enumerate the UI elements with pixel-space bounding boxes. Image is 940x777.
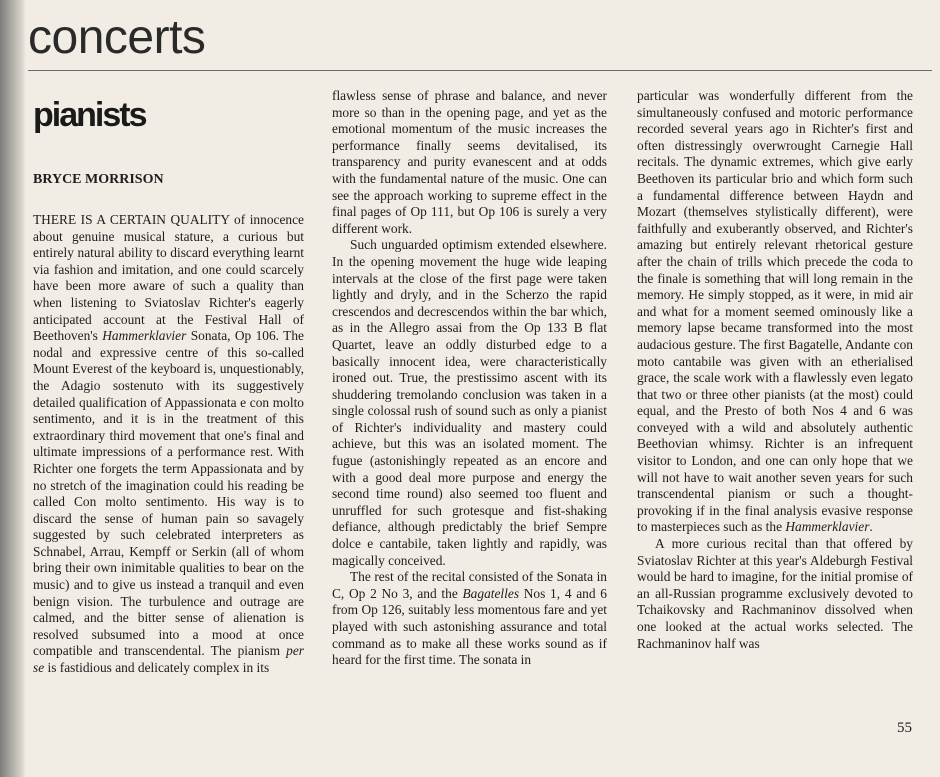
- article-paragraph: flawless sense of phrase and balance, and never more so than in the opening page, and yet as the emotional momentum of the music increases the performance finally seems devitalised, its transparency and purity evanescent and at odds with the fundamental nature of the music. One can see the approach working to supreme effect in the final pages of Op 111, but Op 106 is surely a very different work.: [332, 88, 607, 236]
- article-column-1: [33, 212, 304, 677]
- binding-gutter-shadow: [0, 0, 26, 777]
- article-subtitle: pianists: [33, 96, 146, 134]
- emphasis: per se: [33, 643, 304, 676]
- section-title: concerts: [28, 11, 206, 64]
- work-title: Hammerklavier: [785, 519, 870, 535]
- work-title: Bagatelles: [462, 585, 520, 601]
- lead-in-caps: THERE IS A CERTAIN QUALITY: [33, 212, 230, 227]
- article-paragraph: Such unguarded optimism extended elsewhere. In the opening movement the huge wide leaping intervals at the close of the first page were taken lightly and dryly, and in the Scherzo the rapid crescendos and decrescendos within the bar which, as in the Allegro assai from the Op 133 B flat Quartet, leave an oddly disturbed edge to a basically innocent idea, were characteristically ironed out. True, the prestissimo ascent with its shuddering tremolando conclusion was taken in a single colossal rush of sound such as only a pianist of Richter's individuality and mastery could achieve, but this was an isolated moment. The fugue (astonishingly repeated as an encore and with a good deal more purpose and energy the second time round) also seemed too fluent and unruffled for such grotesque and fist-shaking defiance, although predictably the brief Sempre dolce e cantabile, taken lightly and rapidly, was magically conceived.: [332, 237, 607, 568]
- page-number: 55: [897, 720, 912, 736]
- article-paragraph: THERE IS A CERTAIN QUALITY of innocence about genuine musical stature, a curious but entirely natural ability to discard everything learnt via fashion and imitation, and one could scarcely have been more aware of such a quality than when listening to Sviatoslav Richter's eagerly anticipated account at the Festival Hall of Beethoven's Hammerklavier Sonata, Op 106. The nodal and expressive centre of this so-called Mount Everest of the keyboard is, unquestionably, the Adagio sostenuto with its suggestively detailed qualification of Appassionata e con molto sentimento, and it is in the treatment of this extraordinary third movement that one's final and ultimate impressions of a performance rest. With Richter one forgets the term Appassionata and by no stretch of the imagination could his reading be called Con molto sentimento. His way is to discard the sense of human pain so savagely suggested by such celebrated interpreters as Schnabel, Arrau, Kempff or Serkin (all of whom bring their own inimitable qualities to bear on the music) and to give us instead a tranquil and even benign vision. The turbulence and outrage are calmed, and the bitter sense of alienation is resolved subsumed into a mood at once compatible and transcendental. The pianism per se is fastidious and delicately complex in its: [33, 212, 304, 676]
- header-rule: [28, 70, 932, 71]
- article-paragraph: particular was wonderfully different from the simultaneously confused and motoric performance recorded several years ago in Richter's first and often distressingly overwrought Carnegie Hall recitals. The dynamic extremes, which give early Beethoven its particular brio and which form such a fundamental difference between Haydn and Mozart (themselves stylistically different), were faithfully and exuberantly observed, and Richter's amazing but entirely relevant rhetorical gesture after the chain of trills which precede the coda to the finale is something that will long remain in the memory. He simply stopped, as it were, in mid air and what for a moment seemed ominously like a memory lapse became transformed into the most audacious gesture. The first Bagatelle, Andante con moto cantabile was given with an etherialised grace, the scale work with a flawlessly even legato that two or three other pianists (at the most) could equal, and the Presto of both Nos 4 and 6 was conveyed with a wild and absolutely authentic Beethovian whimsy. Richter is an infrequent visitor to London, and one can only hope that we will not have to wait another seven years for such transcendental pianism or such a thought-provoking if in the final analysis evasive response to masterpieces such as the Hammerklavier.: [637, 88, 913, 535]
- author-byline: BRYCE MORRISON: [33, 172, 164, 187]
- work-title: Hammerklavier: [102, 328, 187, 344]
- article-column-3: [637, 88, 913, 652]
- article-paragraph: A more curious recital than that offered by Sviatoslav Richter at this year's Aldeburgh Festival would be hard to imagine, for the initial promise of an all-Russian programme exclusively devoted to Tchaikovsky and Rachmaninov dissolved when one looked at the actual works selected. The Rachmaninov half was: [637, 536, 913, 651]
- article-paragraph: The rest of the recital consisted of the Sonata in C, Op 2 No 3, and the Bagatelles Nos 1, 4 and 6 from Op 126, suitably less momentous fare and yet played with such astonishing assurance and total command as to make all these works sound as if heard for the first time. The sonata in: [332, 569, 607, 668]
- article-column-2: [332, 88, 607, 669]
